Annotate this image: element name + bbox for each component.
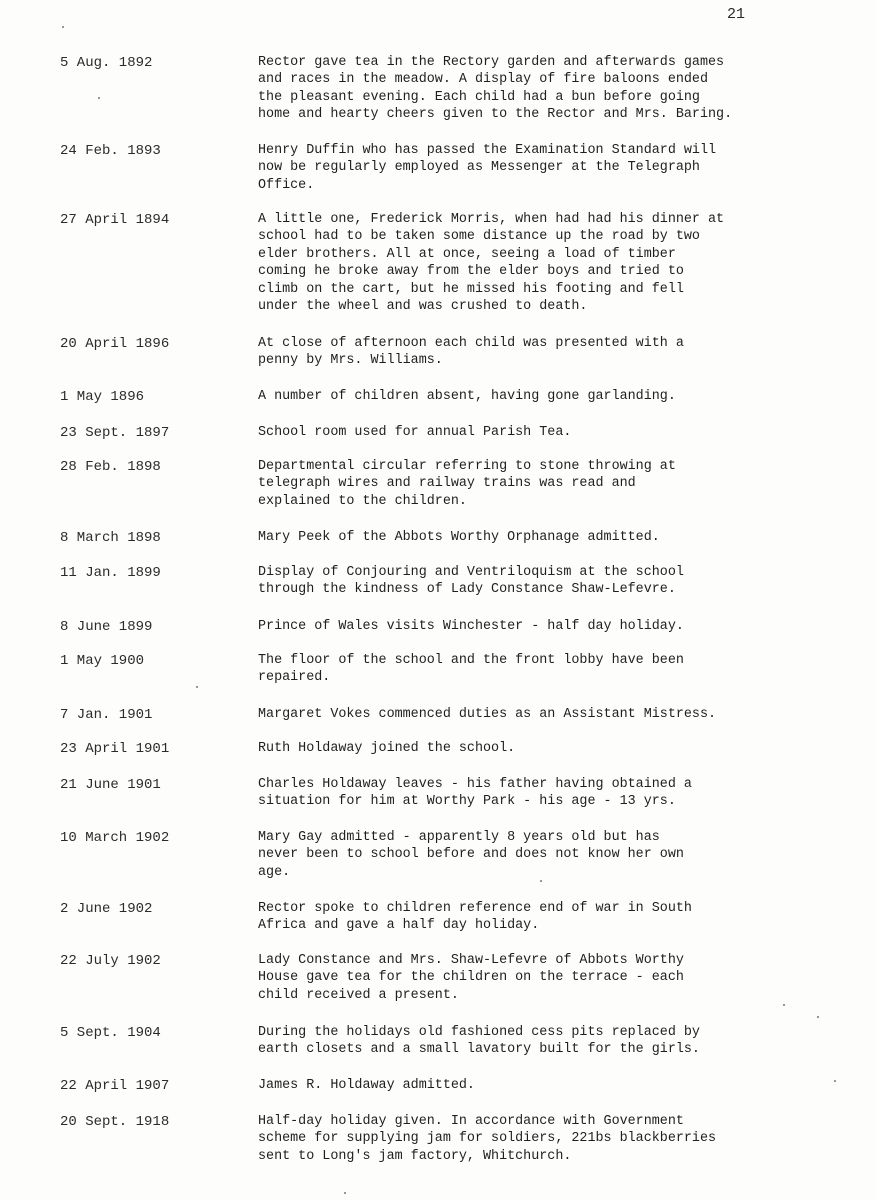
entry-text-line: Mary Peek of the Abbots Worthy Orphanage admitted. [258, 530, 660, 545]
entry-text-line: The floor of the school and the front lobby have been [258, 653, 684, 668]
entry-date: 7 Jan. 1901 [60, 707, 153, 723]
entry-date: 1 May 1900 [60, 653, 145, 669]
entry-text [258, 142, 818, 194]
scan-speck [783, 1004, 785, 1006]
entry-date: 8 March 1898 [60, 530, 161, 546]
entry-text-line: A little one, Frederick Morris, when had had his dinner at [258, 212, 725, 227]
entry-text-line: and races in the meadow. A display of fire baloons ended [258, 72, 708, 88]
entry-date: 8 June 1899 [60, 619, 153, 635]
entry-date: 20 April 1896 [60, 336, 170, 352]
entry-text-line: sent to Long's jam factory, Whitchurch. [258, 1148, 572, 1164]
entry-date: 21 June 1901 [60, 777, 161, 793]
entry-text-line: through the kindness of Lady Constance Shaw-Lefevre. [258, 582, 676, 598]
scan-speck [196, 686, 198, 688]
entry-date: 20 Sept. 1918 [60, 1114, 170, 1130]
entry-date: 2 June 1902 [60, 901, 153, 917]
entry-date: 1 May 1896 [60, 389, 145, 405]
entry-date: 11 Jan. 1899 [60, 565, 161, 581]
entry-text-line: earth closets and a small lavatory built for the girls. [258, 1042, 700, 1058]
entry-date: 22 July 1902 [60, 953, 161, 969]
entry-text-line: Charles Holdaway leaves - his father having obtained a [258, 777, 692, 792]
entry-text-line: House gave tea for the children on the terrace - each [258, 970, 684, 986]
entry-text-line: scheme for supplying jam for soldiers, 221bs blackberries [258, 1131, 717, 1147]
scan-speck [834, 1080, 836, 1082]
scan-speck [98, 97, 100, 99]
entry-text-line: During the holidays old fashioned cess pits replaced by [258, 1025, 700, 1040]
entry-date: 5 Sept. 1904 [60, 1025, 161, 1041]
entry-text-line: never been to school before and does not know her own [258, 847, 684, 863]
page-number: 21 [727, 6, 746, 23]
entry-text [258, 1113, 818, 1165]
entry-text-line: coming he broke away from the elder boys and tried to [258, 264, 684, 280]
entry-text [258, 952, 818, 1004]
entry-text [258, 829, 818, 881]
entry-text-line: school had to be taken some distance up the road by two [258, 229, 700, 245]
entry-date: 23 April 1901 [60, 741, 170, 757]
entry-text-line: home and hearty cheers given to the Rector and Mrs. Baring. [258, 107, 733, 123]
scan-speck [540, 880, 542, 882]
entry-text [258, 618, 818, 635]
entry-text-line: Margaret Vokes commenced duties as an Assistant Mistress. [258, 707, 717, 722]
entry-text-line: Lady Constance and Mrs. Shaw-Lefevre of Abbots Worthy [258, 953, 684, 968]
entry-text-line: Prince of Wales visits Winchester - half day holiday. [258, 619, 684, 634]
entry-date: 28 Feb. 1898 [60, 459, 161, 475]
scan-speck [817, 1016, 819, 1018]
scan-speck [62, 26, 64, 28]
entry-text-line: child received a present. [258, 987, 459, 1003]
entry-text [258, 424, 818, 441]
entry-text [258, 388, 818, 405]
entry-text-line: Rector spoke to children reference end of war in South [258, 901, 692, 916]
entry-text-line: under the wheel and was crushed to death. [258, 299, 588, 315]
entry-text-line: Display of Conjouring and Ventriloquism at the school [258, 565, 684, 580]
entry-text [258, 529, 818, 546]
entry-text [258, 54, 818, 124]
scan-speck [344, 1192, 346, 1194]
entry-date: 10 March 1902 [60, 830, 170, 846]
entry-text [258, 1024, 818, 1059]
entry-text-line: Office. [258, 177, 315, 193]
entry-text-line: Half-day holiday given. In accordance with Government [258, 1114, 684, 1129]
entry-text-line: elder brothers. All at once, seeing a load of timber [258, 246, 676, 262]
entry-text-line: explained to the children. [258, 493, 467, 509]
entry-text-line: the pleasant evening. Each child had a bun before going [258, 89, 700, 105]
entry-text-line: School room used for annual Parish Tea. [258, 425, 572, 440]
entry-text-line: James R. Holdaway admitted. [258, 1078, 475, 1093]
entry-text [258, 335, 818, 370]
entry-text [258, 900, 818, 935]
entry-text [258, 564, 818, 599]
entry-text-line: now be regularly employed as Messenger at the Telegraph [258, 160, 700, 176]
entry-text-line: telegraph wires and railway trains was read and [258, 476, 636, 492]
entry-date: 23 Sept. 1897 [60, 425, 170, 441]
entry-text-line: Rector gave tea in the Rectory garden and afterwards games [258, 55, 725, 70]
entry-date: 24 Feb. 1893 [60, 143, 161, 159]
entry-text-line: A number of children absent, having gone garlanding. [258, 389, 676, 404]
entry-text-line: At close of afternoon each child was presented with a [258, 336, 684, 351]
entry-text-line: climb on the cart, but he missed his footing and fell [258, 281, 684, 297]
entry-date: 22 April 1907 [60, 1078, 170, 1094]
entry-text-line: age. [258, 864, 291, 880]
entry-text-line: situation for him at Worthy Park - his age - 13 yrs. [258, 794, 676, 810]
entry-text [258, 776, 818, 811]
entry-text [258, 458, 818, 510]
entry-date: 27 April 1894 [60, 212, 170, 228]
entry-text [258, 211, 818, 315]
entry-text [258, 652, 818, 687]
entry-text-line: penny by Mrs. Williams. [258, 353, 443, 369]
entry-text [258, 706, 818, 723]
entry-text-line: Henry Duffin who has passed the Examination Standard will [258, 143, 717, 158]
entry-text-line: Africa and gave a half day holiday. [258, 918, 540, 934]
entry-text [258, 740, 818, 757]
entry-date: 5 Aug. 1892 [60, 55, 153, 71]
entry-text-line: Departmental circular referring to stone throwing at [258, 459, 676, 474]
entry-text-line: repaired. [258, 670, 331, 686]
entry-text [258, 1077, 818, 1094]
entry-text-line: Ruth Holdaway joined the school. [258, 741, 516, 756]
entry-text-line: Mary Gay admitted - apparently 8 years old but has [258, 830, 660, 845]
